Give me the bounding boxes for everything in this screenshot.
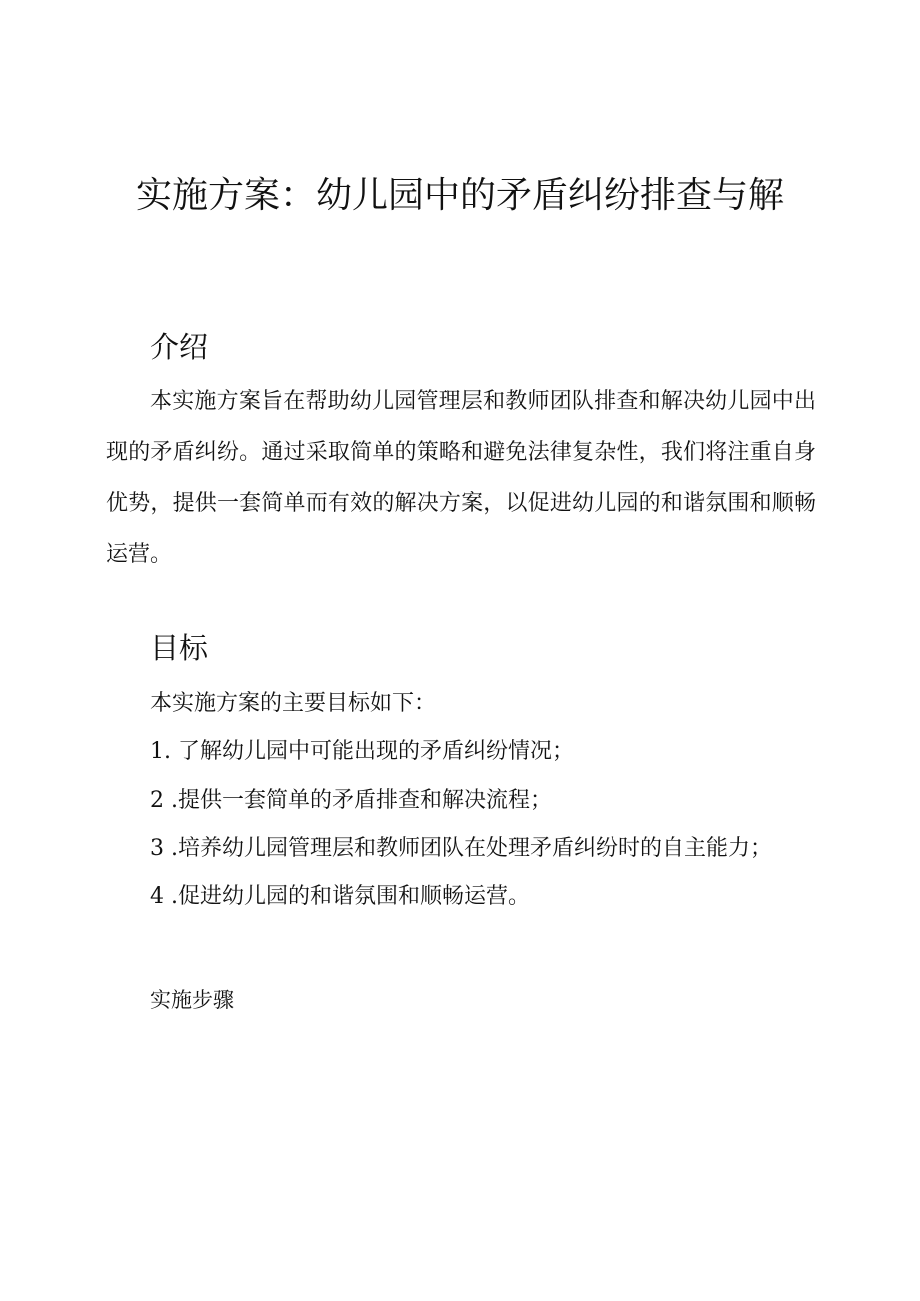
goal-item: 2 .提供一套简单的矛盾排查和解决流程； xyxy=(150,788,552,813)
section-heading-intro: 介绍 xyxy=(150,330,209,364)
goal-item: 1. 了解幼儿园中可能出现的矛盾纠纷情况； xyxy=(150,739,574,764)
section-heading-goals: 目标 xyxy=(150,631,209,665)
goal-item: 4 .促进幼儿园的和谐氛围和顺畅运营。 xyxy=(150,884,530,909)
goal-item: 3 .培养幼儿园管理层和教师团队在处理矛盾纠纷时的自主能力； xyxy=(150,836,772,861)
document-title: 实施方案：幼儿园中的矛盾纠纷排查与解 xyxy=(135,175,784,216)
intro-paragraph: 本实施方案旨在帮助幼儿园管理层和教师团队排查和解决幼儿园中出现的矛盾纠纷。通过采取简单的策略和避免法律复杂性，我们将注重自身优势，提供一套简单而有效的解决方案，以促进幼儿园的和谐氛围和顺畅运营。 xyxy=(106,389,816,567)
section-heading-steps: 实施步骤 xyxy=(150,988,234,1012)
goals-lead-text: 本实施方案的主要目标如下： xyxy=(150,691,437,716)
